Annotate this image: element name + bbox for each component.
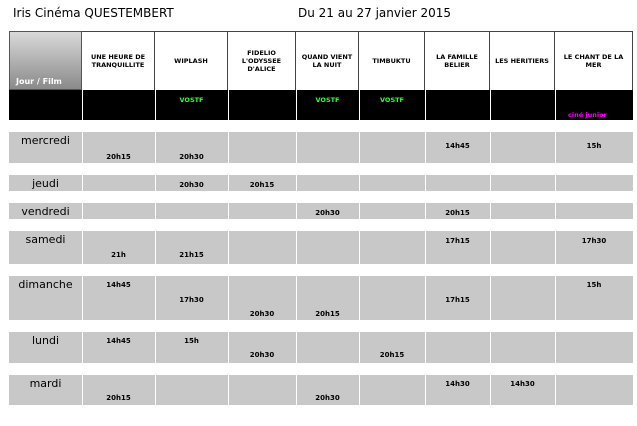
session-time: 20h15 [315, 310, 340, 318]
tag-band [9, 90, 633, 120]
column-divider [82, 90, 83, 405]
day-label: mardi [29, 377, 62, 390]
session-time: 17h15 [445, 296, 470, 304]
film-header: QUAND VIENT LA NUIT [296, 31, 359, 90]
day-label: jeudi [32, 177, 59, 190]
session-time: 20h30 [249, 351, 275, 359]
session-time: 20h30 [315, 394, 340, 402]
film-header: FIDELIO L'ODYSSEE D'ALICE [228, 31, 296, 90]
column-divider [490, 90, 491, 405]
film-header: UNE HEURE DE TRANQUILLITE [82, 31, 155, 90]
row-band-jeudi [9, 175, 633, 191]
day-label: vendredi [21, 205, 70, 218]
day-label: dimanche [18, 278, 73, 291]
column-divider [555, 90, 556, 405]
session-time: 15h [184, 337, 199, 345]
vostf-tag: VOSTF [179, 96, 204, 104]
session-time: 20h15 [379, 351, 405, 359]
day-label: samedi [25, 233, 66, 246]
film-header: LES HERITIERS [490, 31, 555, 90]
session-time: 14h45 [106, 337, 131, 345]
session-time: 20h15 [106, 153, 131, 161]
film-header: LE CHANT DE LA MER [555, 31, 633, 90]
corner-header [9, 31, 82, 90]
row-band-samedi [9, 231, 633, 264]
session-time: 17h30 [179, 296, 204, 304]
session-time: 14h45 [106, 281, 131, 289]
session-time: 20h30 [179, 153, 204, 161]
film-header: LA FAMILLE BELIER [425, 31, 490, 90]
column-divider [296, 90, 297, 405]
session-time: 14h45 [445, 142, 470, 150]
vostf-tag: VOSTF [315, 96, 340, 104]
session-time: 20h15 [106, 394, 131, 402]
film-header: TIMBUKTU [359, 31, 425, 90]
session-time: 14h30 [510, 380, 535, 388]
session-time: 17h15 [445, 237, 470, 245]
vostf-tag: VOSTF [380, 96, 404, 104]
film-header: WIPLASH [155, 31, 228, 90]
day-label: lundi [31, 334, 60, 347]
schedule-table [9, 31, 633, 405]
session-time: 20h15 [249, 181, 275, 189]
session-time: 21h [111, 251, 126, 259]
session-time: 20h15 [445, 209, 470, 217]
week-dates: Du 21 au 27 janvier 2015 [298, 6, 451, 20]
column-divider [155, 90, 156, 405]
cinema-title: Iris Cinéma QUESTEMBERT [13, 6, 174, 20]
corner-label: Jour / Film [16, 77, 62, 86]
day-label: mercredi [21, 134, 70, 147]
cine-junior-tag: ciné junior [568, 111, 607, 119]
column-divider [425, 90, 426, 405]
session-time: 14h30 [445, 380, 470, 388]
session-time: 17h30 [581, 237, 607, 245]
session-time: 15h [586, 142, 602, 150]
session-time: 20h30 [315, 209, 340, 217]
session-time: 15h [586, 281, 602, 289]
session-time: 21h15 [179, 251, 204, 259]
session-time: 20h30 [249, 310, 275, 318]
session-time: 20h30 [179, 181, 204, 189]
